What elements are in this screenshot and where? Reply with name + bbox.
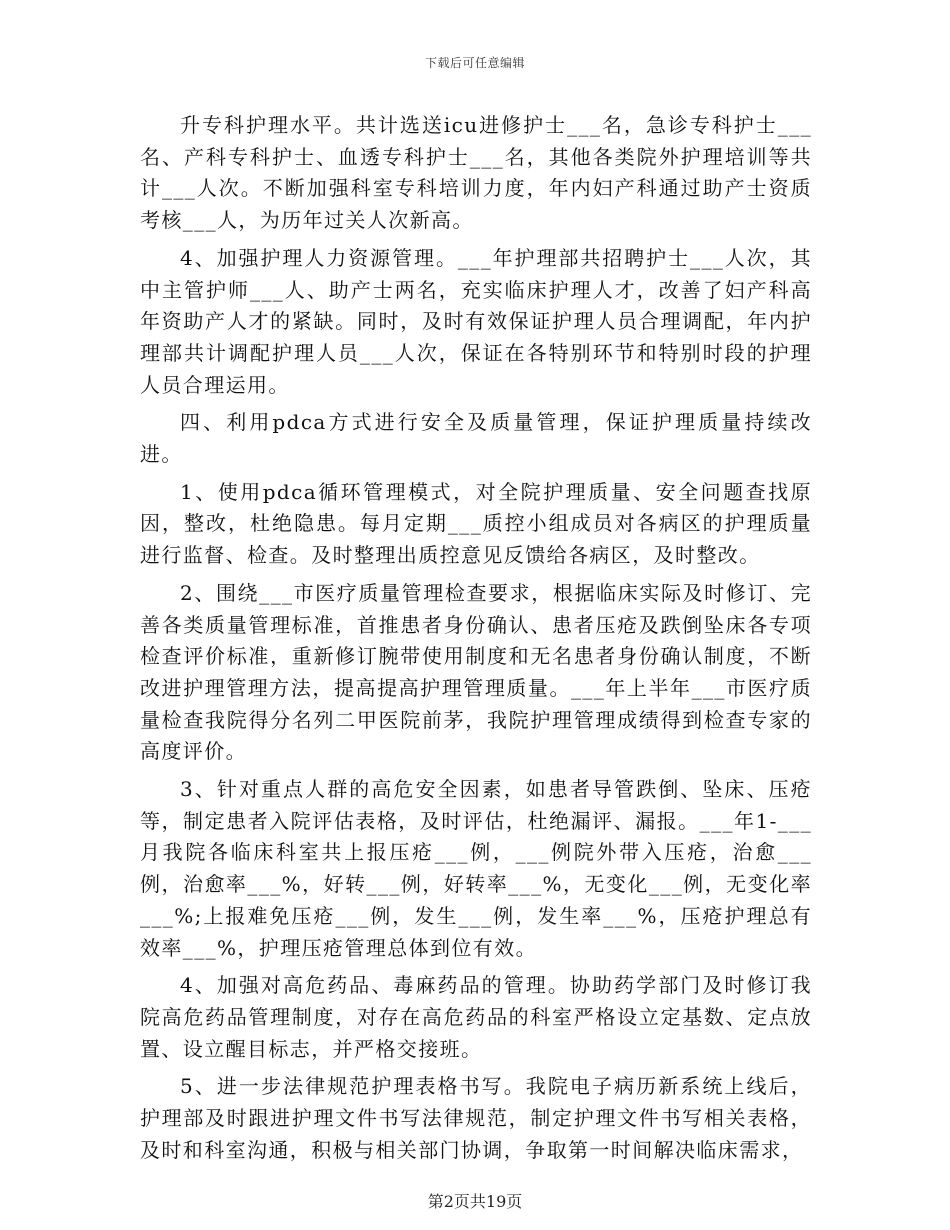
document-body <box>140 110 812 1173</box>
paragraph-item-1-pdca: 1、使用pdca循环管理模式，对全院护理质量、安全问题查找原因，整改，杜绝隐患。每月定期___质控小组成员对各病区的护理质量进行监督、检查。及时整理出质控意见反馈给各病区，及时整改。 <box>140 479 812 568</box>
paragraph-item-2-standards: 2、围绕___市医疗质量管理检查要求，根据临床实际及时修订、完善各类质量管理标准，首推患者身份确认、患者压疮及跌倒坠床各专项检查评价标准，重新修订腕带使用制度和无名患者身份确认制度，不断改进护理管理方法，提高提高护理管理质量。___年上半年___市医疗质量检查我院得分名列二甲医院前茅，我院护理管理成绩得到检查专家的高度评价。 <box>140 580 812 764</box>
paragraph-item-3-risk: 3、针对重点人群的高危安全因素，如患者导管跌倒、坠床、压疮等，制定患者入院评估表格，及时评估，杜绝漏评、漏报。___年1-___月我院各临床科室共上报压疮___例，___例院外带入压疮，治愈___例，治愈率___%，好转___例，好转率___%，无变化___例，无变化率___%;上报难免压疮___例，发生___例，发生率___%，压疮护理总有效率___%，护理压疮管理总体到位有效。 <box>140 777 812 960</box>
page-footer: 第2页共19页 <box>427 1192 523 1211</box>
paragraph-continuation: 升专科护理水平。共计选送icu进修护士___名，急诊专科护士___名、产科专科护士、血透专科护士___名，其他各类院外护理培训等共计___人次。不断加强科室专科培训力度，年内妇产科通过助产士资质考核___人，为历年过关人次新高。 <box>140 113 812 233</box>
page-header: 下载后可任意编辑 <box>424 56 525 70</box>
paragraph-item-5-records: 5、进一步法律规范护理表格书写。我院电子病历新系统上线后，护理部及时跟进护理文件书写法律规范，制定护理文件书写相关表格，及时和科室沟通，积极与相关部门协调，争取第一时间解决临床需求， <box>140 1074 812 1162</box>
section-heading-pdca: 四、利用pdca方式进行安全及质量管理，保证护理质量持续改进。 <box>140 410 812 467</box>
paragraph-item-4-hr: 4、加强护理人力资源管理。___年护理部共招聘护士___人次，其中主管护师___人、助产士两名，充实临床护理人才，改善了妇产科高年资助产人才的紧缺。同时，及时有效保证护理人员合理调配，年内护理部共计调配护理人员___人次，保证在各特别环节和特别时段的护理人员合理运用。 <box>140 245 812 397</box>
paragraph-item-4-drugs: 4、加强对高危药品、毒麻药品的管理。协助药学部门及时修订我院高危药品管理制度，对存在高危药品的科室严格设立定基数、定点放置、设立醒目标志，并严格交接班。 <box>140 973 812 1061</box>
